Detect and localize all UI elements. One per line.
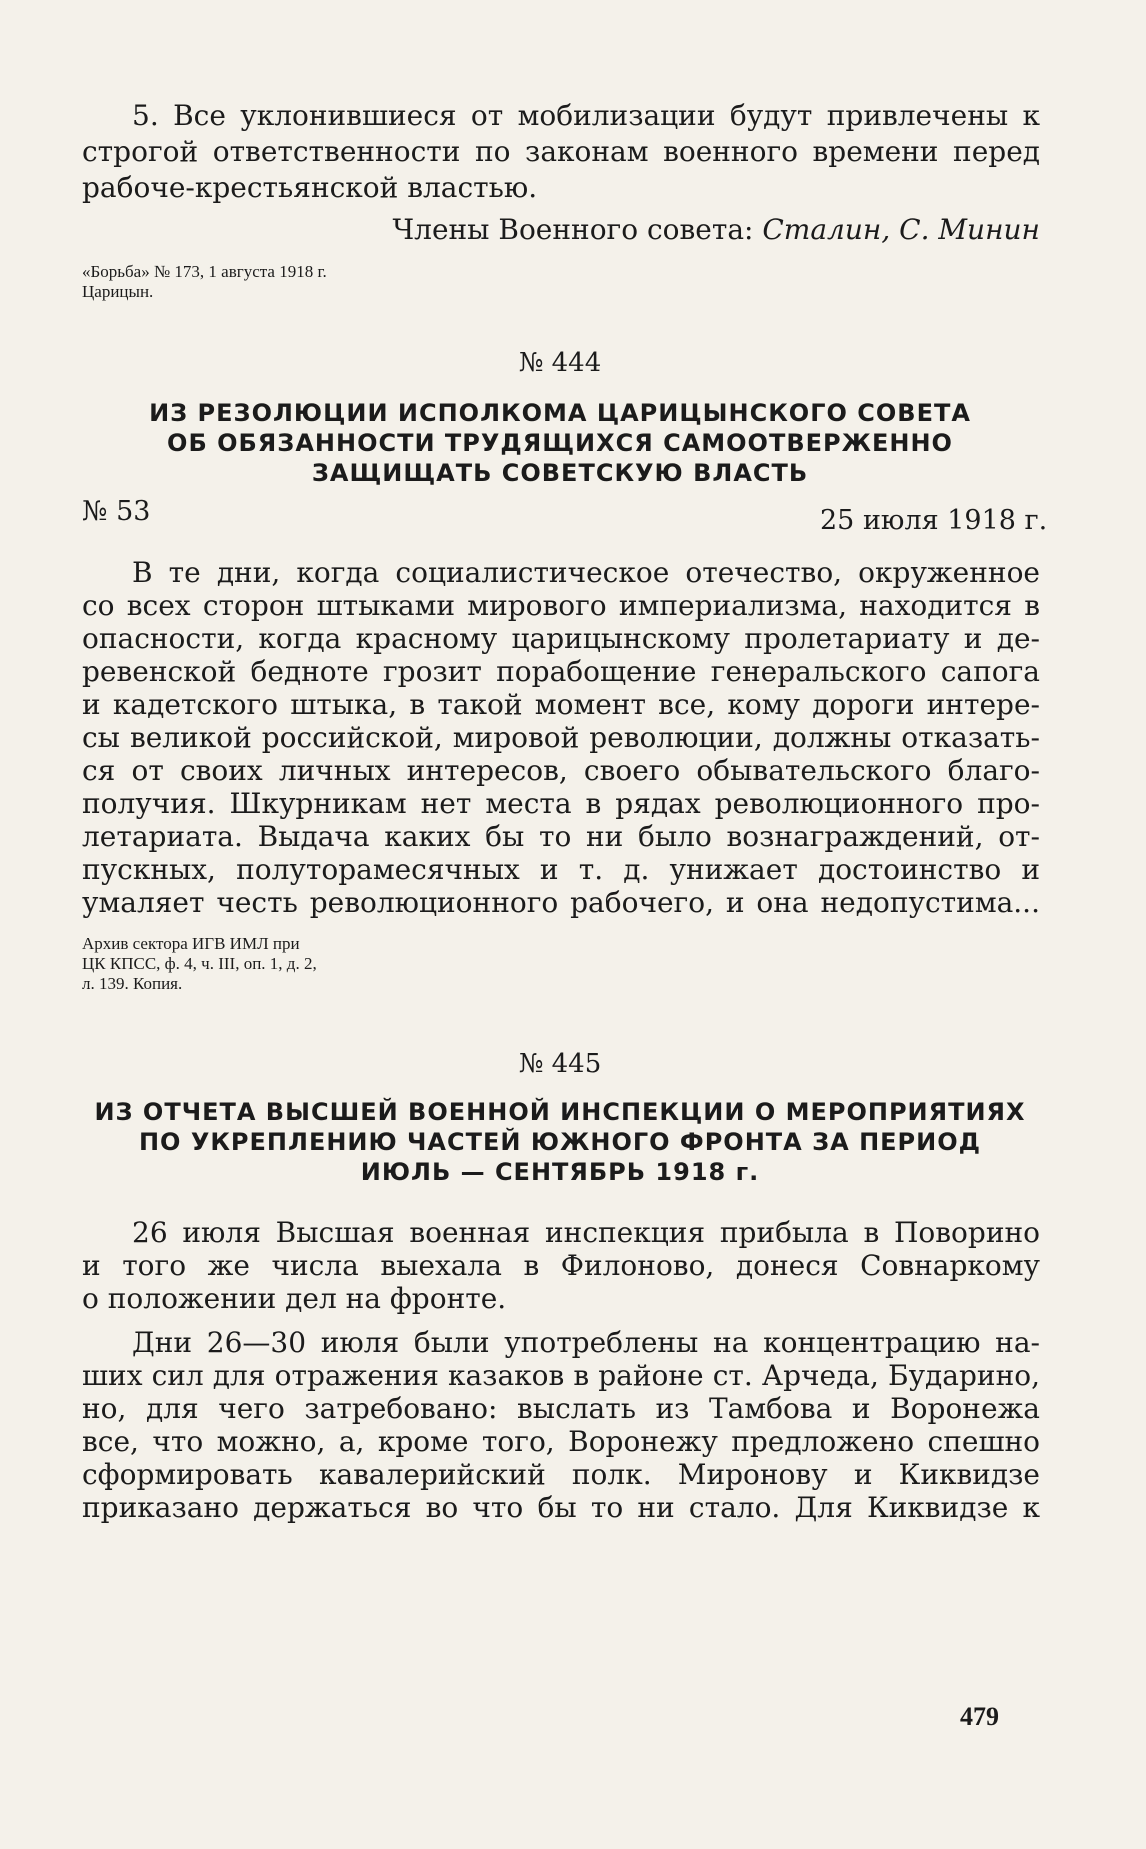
doc445-para1-line-1: 26 июля Высшая военная инспекция прибыла в Поворино <box>132 1216 1040 1249</box>
doc444-number: № 444 <box>518 348 602 378</box>
doc445-title-line-2: ПО УКРЕПЛЕНИЮ ЧАСТЕЙ ЮЖНОГО ФРОНТА ЗА ПЕРИОД <box>138 1128 982 1156</box>
doc445-para2-line-2: ших сил для отражения казаков в районе ст. Арчеда, Бударино, <box>82 1359 1040 1392</box>
doc444-body-line-11: умаляет честь революционного рабочего, и она недопустима... <box>82 886 1040 919</box>
doc444-archive-line-2: ЦК КПСС, ф. 4, ч. III, оп. 1, д. 2, <box>82 954 317 973</box>
doc445-para1-line-3: о положении дел на фронте. <box>82 1282 507 1315</box>
doc445-para2-line-6: приказано держаться во что бы то ни стало. Для Киквидзе к <box>82 1491 1040 1524</box>
source1-line-2: Царицын. <box>82 282 154 301</box>
doc444-ref-number: № 53 <box>82 496 151 527</box>
doc444-archive-line-3: л. 139. Копия. <box>82 974 183 993</box>
doc444-body-line-10: пускных, полуторамесячных и т. д. унижает достоинство и <box>82 853 1040 886</box>
doc445-para2-line-5: сформировать кавалерийский полк. Миронову и Киквидзе <box>82 1458 1040 1491</box>
para1-line-2: строгой ответственности по законам военного времени перед <box>82 135 1040 168</box>
doc445-para2-line-1: Дни 26—30 июля были употреблены на концентрацию на- <box>132 1326 1040 1359</box>
doc444-body-line-2: со всех сторон штыками мирового империализма, находится в <box>82 589 1040 622</box>
doc444-body-line-6: сы великой российской, мировой революции, должны отказать- <box>82 721 1040 754</box>
doc445-para1-line-2: и того же числа выехала в Филоново, донеся Совнаркому <box>82 1249 1040 1282</box>
doc444-body-line-4: ревенской бедноте грозит порабощение генеральского сапога <box>82 655 1040 688</box>
doc444-body-line-3: опасности, когда красному царицынскому пролетариату и де- <box>82 622 1040 655</box>
doc444-archive-line-1: Архив сектора ИГВ ИМЛ при <box>82 934 300 953</box>
signature-names: Сталин, С. Минин <box>762 213 1040 246</box>
doc444-body-line-5: и кадетского штыка, в такой момент все, кому дороги интере- <box>82 688 1040 721</box>
doc444-body-line-7: ся от своих личных интересов, своего обывательского благо- <box>82 754 1040 787</box>
para1-line-3: рабоче-крестьянской властью. <box>82 171 538 204</box>
doc444-body-line-8: получия. Шкурникам нет места в рядах революционного про- <box>82 787 1040 820</box>
page-number: 479 <box>960 1702 999 1731</box>
doc444-title-line-2: ОБ ОБЯЗАННОСТИ ТРУДЯЩИХСЯ САМООТВЕРЖЕННО <box>167 429 953 457</box>
doc444-title-line-1: ИЗ РЕЗОЛЮЦИИ ИСПОЛКОМА ЦАРИЦЫНСКОГО СОВЕТА <box>149 399 971 427</box>
doc445-number: № 445 <box>518 1049 602 1079</box>
doc445-title-line-3: ИЮЛЬ — СЕНТЯБРЬ 1918 г. <box>360 1158 760 1186</box>
doc444-title-line-3: ЗАЩИЩАТЬ СОВЕТСКУЮ ВЛАСТЬ <box>311 459 809 487</box>
doc445-para2-line-3: но, для чего затребовано: выслать из Тамбова и Воронежа <box>82 1392 1040 1425</box>
signature-prefix: Члены Военного совета: <box>392 213 754 246</box>
doc444-date: 25 июля 1918 г. <box>820 505 1048 536</box>
doc444-body-line-1: В те дни, когда социалистическое отечество, окруженное <box>132 556 1040 589</box>
doc444-body-line-9: летариата. Выдача каких бы то ни было вознаграждений, от- <box>82 820 1040 853</box>
signature-line <box>82 212 1040 248</box>
doc445-para2-line-4: все, что можно, а, кроме того, Воронежу предложено спешно <box>82 1425 1040 1458</box>
source1-line-1: «Борьба» № 173, 1 августа 1918 г. <box>82 262 327 281</box>
para1-line-1: 5. Все уклонившиеся от мобилизации будут привлечены к <box>132 99 1040 132</box>
doc445-title-line-1: ИЗ ОТЧЕТА ВЫСШЕЙ ВОЕННОЙ ИНСПЕКЦИИ О МЕРОПРИЯТИЯХ <box>94 1098 1026 1126</box>
